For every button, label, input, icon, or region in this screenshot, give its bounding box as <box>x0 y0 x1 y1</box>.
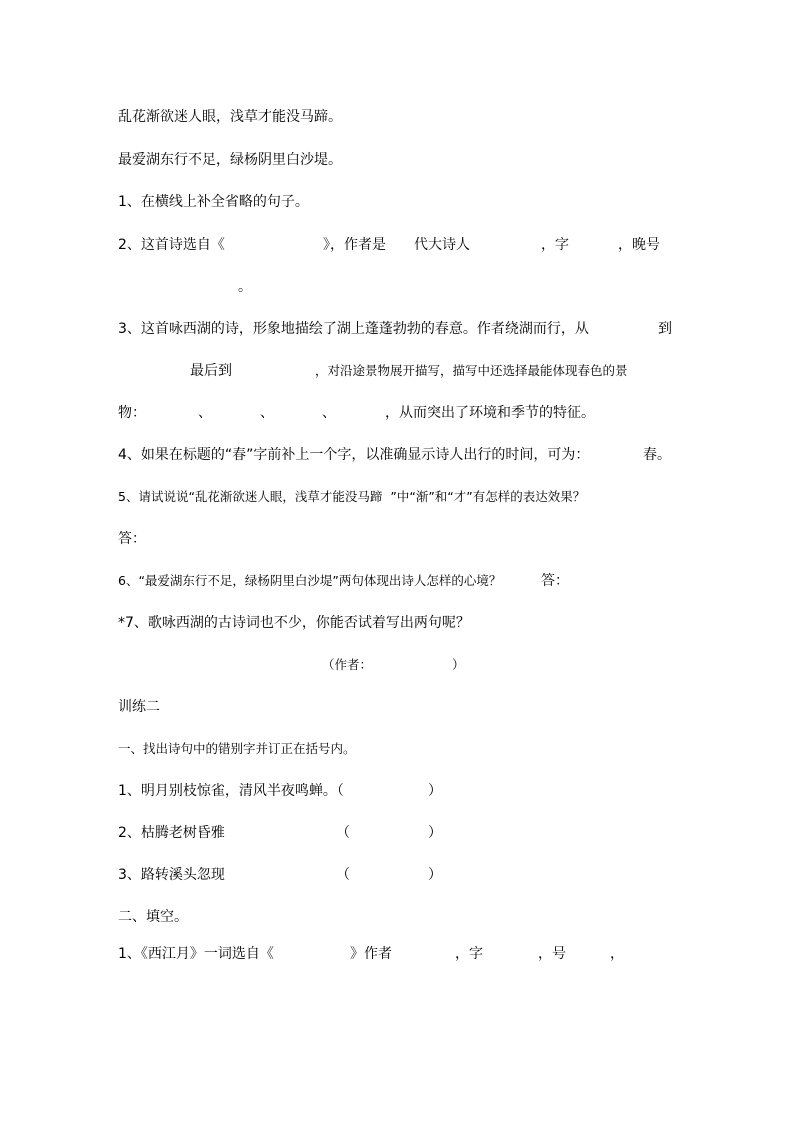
question-3-line-3-c: 、 <box>260 405 274 421</box>
item-1-close: ） <box>428 783 442 799</box>
question-6-answer-label: 答： <box>541 573 569 589</box>
question-4-part-b: 春。 <box>643 447 671 463</box>
question-7: *7、歌咏西湖的古诗词也不少，你能否试着写出两句呢？ <box>118 615 470 631</box>
item-2-text: 2、枯腾老树昏雅 <box>118 825 225 841</box>
question-3-line-2-a: 最后到 <box>190 363 232 379</box>
question-2-part-a: 2、这首诗选自《 <box>118 237 225 253</box>
question-7-author-open: （作者： <box>322 657 373 672</box>
fill-1-part-b: 》作者 <box>350 946 392 962</box>
item-2-close: ） <box>428 825 442 841</box>
question-3-line-3-a: 物： <box>118 405 146 421</box>
question-2-ending: 。 <box>238 279 252 295</box>
question-2-part-d: ，字 <box>541 237 569 253</box>
question-7-author-close: ） <box>452 657 465 672</box>
item-2-open: （ <box>336 825 350 841</box>
fill-1-part-a: 1、《西江月》一词选自《 <box>118 946 274 962</box>
question-2-part-e: ，晚号 <box>618 237 660 253</box>
part-2-heading: 二、填空。 <box>118 909 188 925</box>
question-3-line-3-e: ，从而突出了环境和季节的特征。 <box>385 405 595 421</box>
part-1-heading: 一、找出诗句中的错别字并订正在括号内。 <box>118 741 356 756</box>
question-6: 6、“最爱湖东行不足，绿杨阴里白沙堤”两句体现出诗人怎样的心境？ <box>118 573 502 588</box>
question-5: 5、请试说说“乱花渐欲迷人眼，浅草才能没马蹄 ”中“渐”和“才”有怎样的表达效果？ <box>118 489 586 504</box>
question-2-part-b: 》，作者是 <box>323 237 386 253</box>
poem-line-1: 乱花渐欲迷人眼，浅草才能没马蹄。 <box>118 109 342 125</box>
question-4-part-a: 4、如果在标题的“春”字前补上一个字，以准确显示诗人出行的时间，可为： <box>118 447 590 463</box>
question-3-part-a: 3、这首咏西湖的诗，形象地描绘了湖上蓬蓬勃勃的春意。作者绕湖而行，从 <box>118 321 589 337</box>
question-5-answer-label: 答： <box>118 531 146 547</box>
item-3-open: （ <box>336 867 350 883</box>
poem-line-2: 最爱湖东行不足，绿杨阴里白沙堤。 <box>118 152 342 168</box>
section-title-training-2: 训练二 <box>118 699 160 715</box>
question-3-line-3-d: 、 <box>322 405 336 421</box>
item-3-close: ） <box>428 867 442 883</box>
question-2-part-c: 代大诗人 <box>414 237 470 253</box>
question-3-part-b: 到 <box>658 321 672 337</box>
question-3-line-3-b: 、 <box>198 405 212 421</box>
item-1-text: 1、明月别枝惊雀，清风半夜鸣蝉。（ <box>118 783 344 799</box>
fill-1-part-d: ，号 <box>538 946 566 962</box>
fill-1-part-c: ，字 <box>455 946 483 962</box>
fill-1-part-e: ， <box>610 946 624 962</box>
question-3-line-2-b: ，对沿途景物展开描写，描写中还选择最能体现春色的景 <box>315 363 628 378</box>
item-3-text: 3、路转溪头忽现 <box>118 867 225 883</box>
question-1: 1、在横线上补全省略的句子。 <box>118 194 309 210</box>
